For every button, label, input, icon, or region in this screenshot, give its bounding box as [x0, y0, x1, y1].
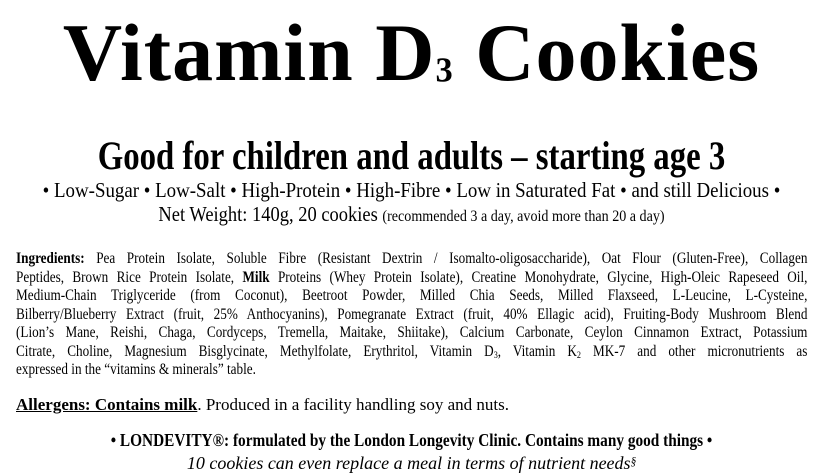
title-text-right: Cookies [453, 7, 761, 98]
ingredients-line-7: expressed in the “vitamins & minerals” table. [16, 361, 256, 379]
vitamin-d3-subscript: 3 [493, 349, 498, 361]
ingredients-line-2 [16, 269, 807, 288]
ingredients-text: Citrate, Choline, Magnesium Bisglycinate, Methylfolate, Erythritol, Vitamin D [16, 342, 494, 360]
ingredients-line-1 [16, 250, 807, 269]
allergens-line [16, 394, 823, 416]
nutrient-note-text: 10 cookies can even replace a meal in terms of nutrient needs [186, 452, 631, 473]
ingredients-paragraph [16, 250, 807, 380]
subheading-age-claim: Good for children and adults – starting age 3 [97, 133, 726, 178]
allergens-facility-note: . Produced in a facility handling soy and nuts. [197, 394, 509, 414]
ingredients-line-4: Bilberry/Blueberry Extract (fruit, 25% Anthocyanins), Pomegranate Extract (fruit, 40% Ellagic acid), Fruiting-Body Mushroom Blend [16, 305, 808, 323]
milk-allergen-emphasis: Milk [242, 268, 270, 286]
ingredients-text: Peptides, Brown Rice Protein Isolate, [16, 268, 243, 286]
ingredients-line-3: Medium-Chain Triglyceride (from Coconut), Beetroot Powder, Milled Chia Seeds, Milled Flaxseed, L-Leucine, L-Cysteine, [16, 287, 808, 305]
ingredients-line-5: (Lion’s Mane, Reishi, Chaga, Cordyceps, Tremella, Maitake, Shiitake), Calcium Carbonate, Ceylon Cinnamon Extract, Potassium [16, 324, 808, 342]
ingredients-text: , Vitamin K [497, 342, 577, 360]
ingredients-text: Pea Protein Isolate, Soluble Fibre (Resistant Dextrin / Isomalto-oligosaccharide), Oat Flour (Gluten-Free), Collagen [84, 250, 808, 268]
ingredients-text: MK-7 and other micronutrients as [580, 342, 808, 360]
brand-claim-line: • LONDEVITY®: formulated by the London Longevity Clinic. Contains many good things • [110, 429, 713, 450]
ingredients-text: Proteins (Whey Protein Isolate), Creatine Monohydrate, Glycine, High-Oleic Rapeseed Oil, [269, 268, 808, 286]
net-weight-line [49, 202, 773, 229]
net-weight-recommendation-note: (recommended 3 a day, avoid more than 20 a day) [382, 208, 665, 226]
net-weight-value: Net Weight: 140g, 20 cookies [158, 202, 378, 227]
title-text-left: Vitamin D [62, 7, 436, 98]
page-title [0, 0, 823, 98]
section-reference-symbol: § [630, 455, 637, 468]
ingredients-line-6 [16, 343, 807, 362]
nutrient-replacement-note [0, 452, 823, 473]
vitamin-k2-subscript: 2 [576, 349, 581, 361]
title-subscript-3: 3 [435, 51, 454, 90]
allergens-contains-milk-emphasis: Allergens: Contains milk [16, 394, 198, 414]
benefits-bullet-line: • Low-Sugar • Low-Salt • High-Protein • High-Fibre • Low in Saturated Fat • and still Delicious • [42, 178, 781, 202]
ingredients-label: Ingredients: [16, 250, 85, 268]
